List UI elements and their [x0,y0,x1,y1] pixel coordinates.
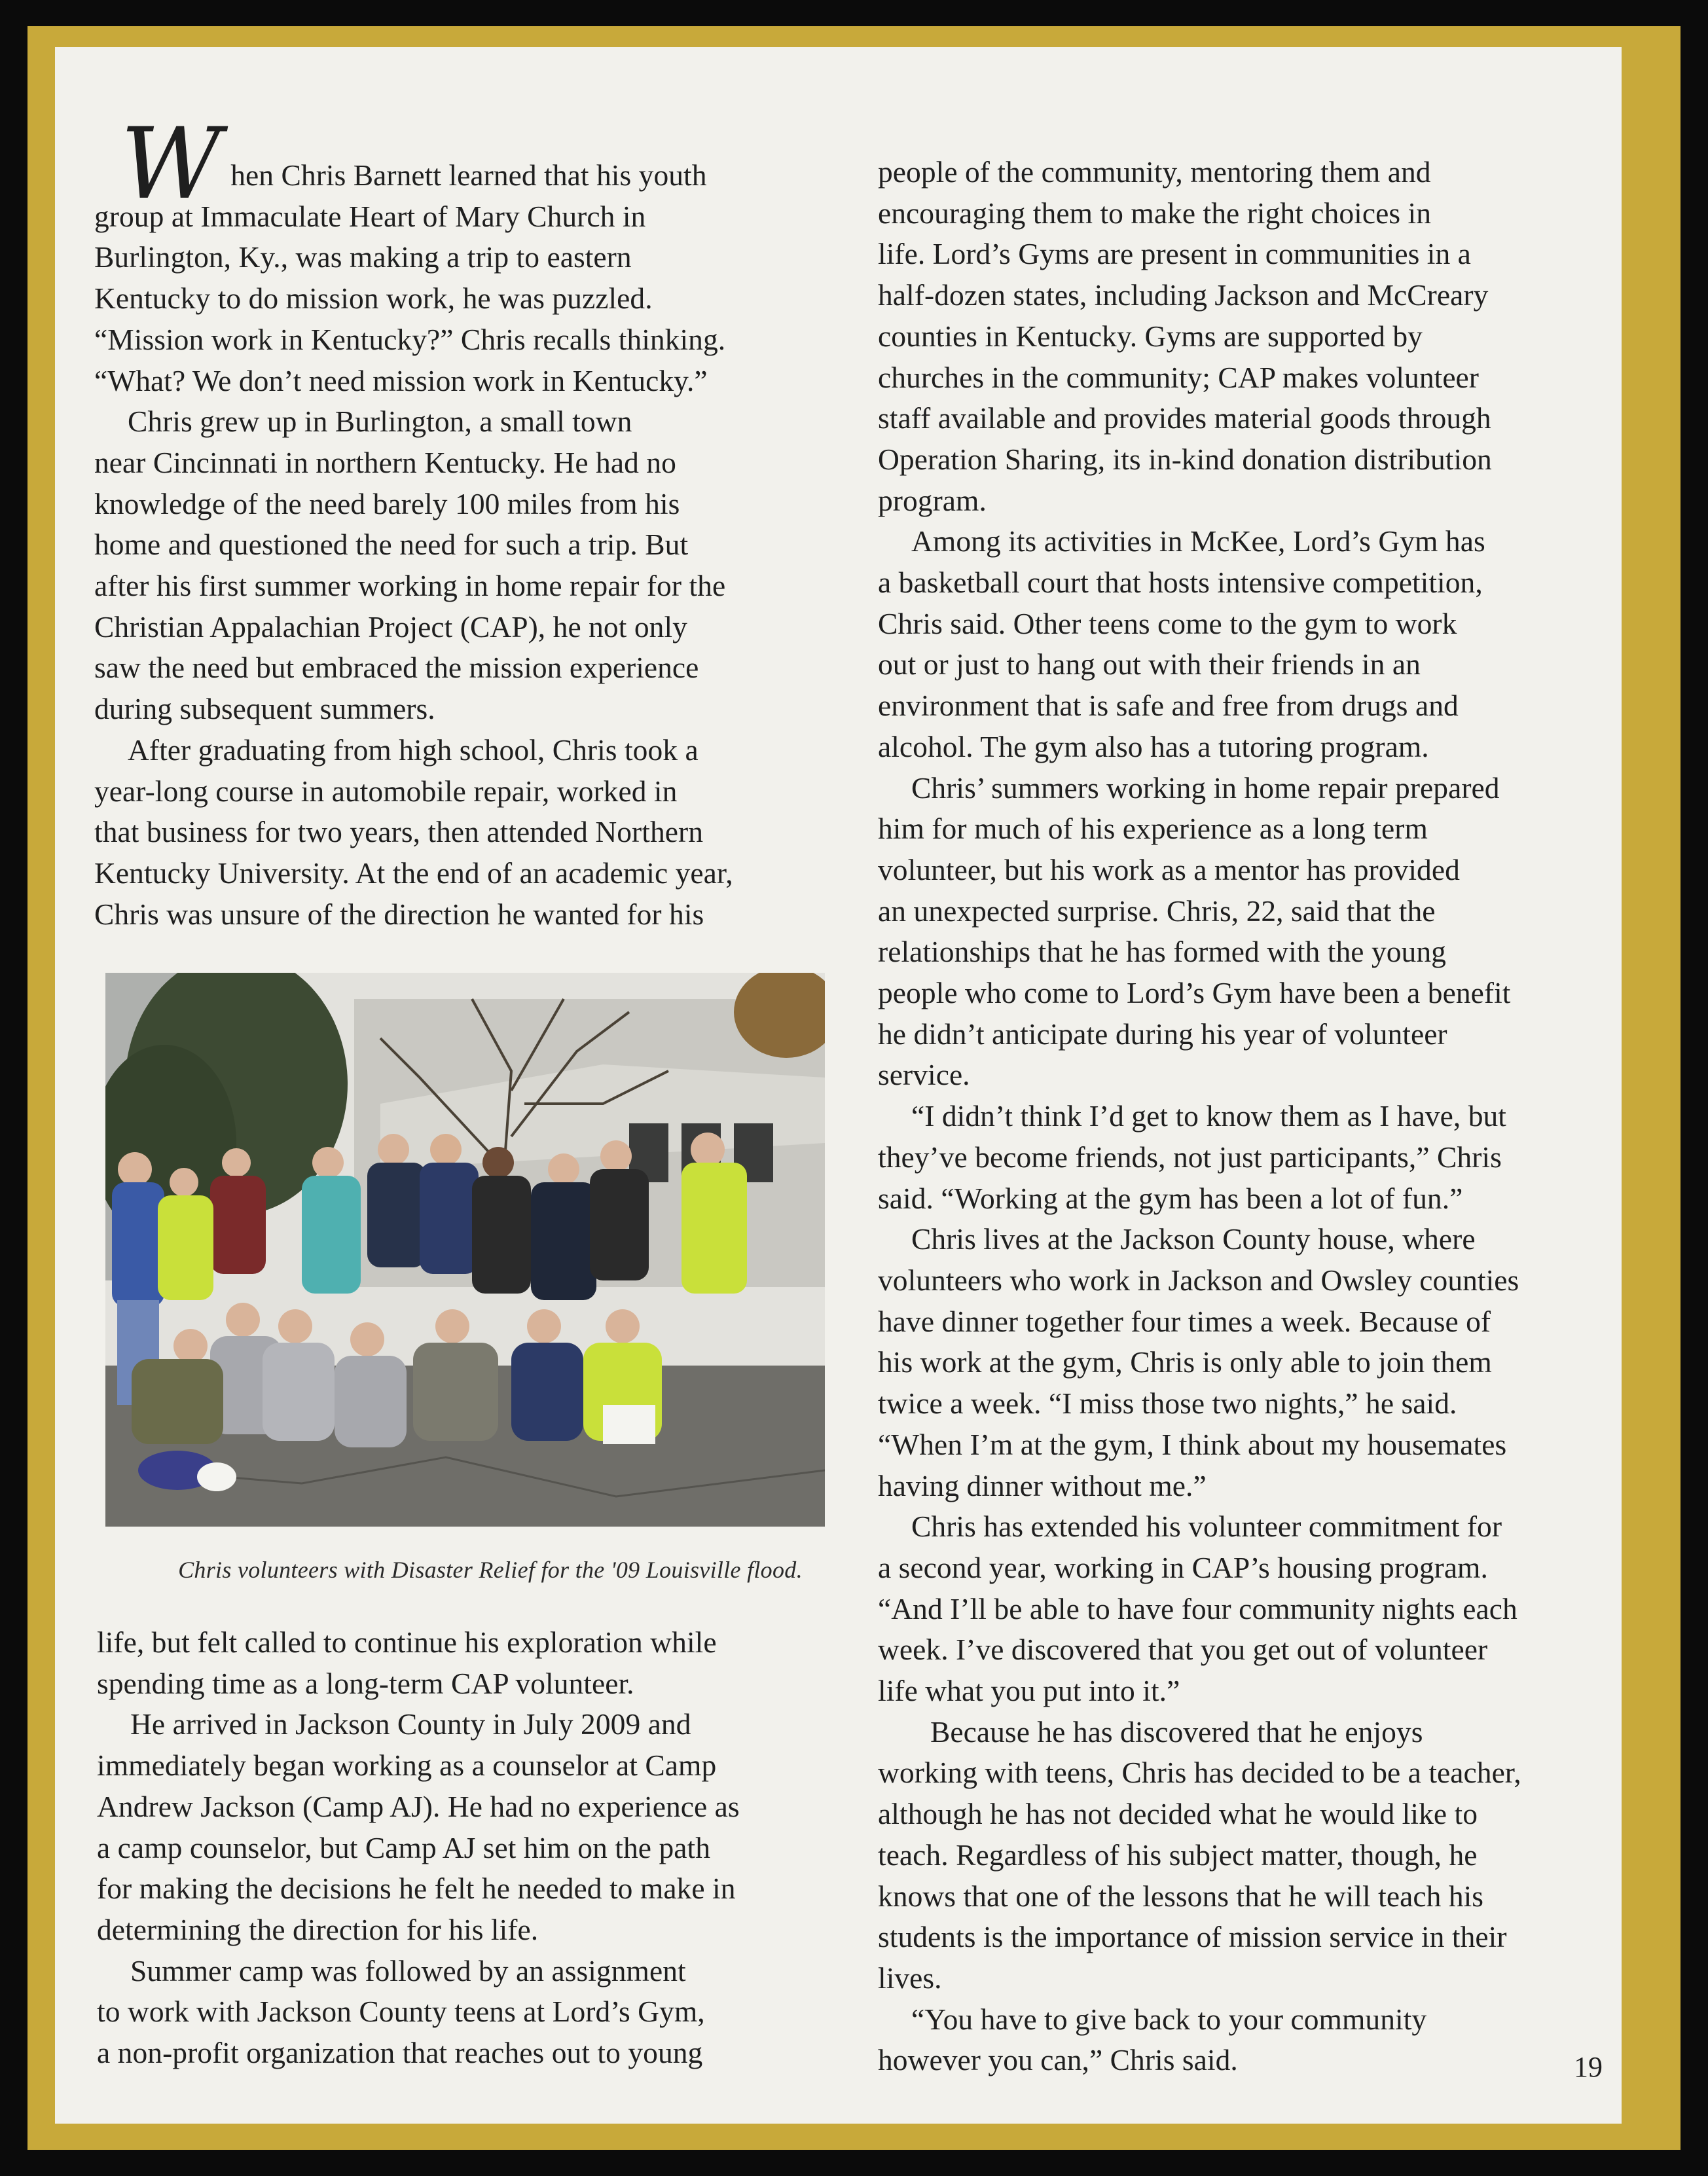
page-number: 19 [1574,2051,1603,2083]
paragraph-14: “You have to give back to your community however you can,” Chris said. [878,2002,1427,2077]
paragraph-8: Among its activities in McKee, Lord’s Gym has a basketball court that hosts intensive competition, Chris said. Other teens come to the gym to work out or just to hang out with their friends in an environment that is safe and free from drugs and alcohol. The gym also has a tutoring program. [878,524,1485,763]
left-column-top [94,107,867,935]
paragraph-1-text: hen Chris Barnett learned that his youth group at Immaculate Heart of Mary Church in Burlington, Ky., was making a trip to eastern Kentucky to do mission work, he was puzzled. “Mission work in Kentucky?” Chris recalls thinking. “What? We don’t need mission work in Kentucky.” [94,158,726,397]
photo-caption: Chris volunteers with Disaster Relief for the '09 Louisville flood. [178,1557,803,1583]
paragraph-11: Chris lives at the Jackson County house, where volunteers who work in Jackson and Owsley counties have dinner together four times a week. Because of his work at the gym, Chris is only able to join them twice a week. “I miss those two nights,” he said. “When I’m at the gym, I think about my housemates having dinner without me.” [878,1222,1519,1502]
paragraph-2: Chris grew up in Burlington, a small town near Cincinnati in northern Kentucky. He had no knowledge of the need barely 100 miles from his home and questioned the need for such a trip. But after his first summer working in home repair for the Christian Appalachian Project (CAP), he not only saw the need but embraced the mission experience during subsequent summers. [94,405,726,726]
group-photo [105,973,825,1527]
drop-cap: W [120,107,222,221]
paragraph-1 [94,107,867,401]
paragraph-12: Chris has extended his volunteer commitment for a second year, working in CAP’s housing program. “And I’ll be able to have four community nights each week. I’ve discovered that you get out of volunteer life what you put into it.” [878,1510,1517,1708]
left-column-bottom [97,1622,869,2074]
volunteers-photo-illustration [105,973,825,1527]
paragraph-3: After graduating from high school, Chris took a year-long course in automobile repair, worked in that business for two years, then attended Northern Kentucky University. At the end of an academic year, Chris was unsure of the direction he wanted for his [94,733,733,931]
magazine-page [55,47,1622,2124]
paragraph-4: life, but felt called to continue his exploration while spending time as a long-term CAP volunteer. [97,1625,717,1700]
paragraph-6: Summer camp was followed by an assignment to work with Jackson County teens at Lord’s Gym, a non-profit organization that reaches out to young [97,1953,705,2070]
right-column [878,152,1663,2081]
paragraph-13: Because he has discovered that he enjoys working with teens, Chris has decided to be a teacher, although he has not decided what he would like to teach. Regardless of his subject matter, though, he knows that one of the lessons that he will teach his students is the importance of mission service in their lives. [878,1714,1521,1995]
paragraph-5: He arrived in Jackson County in July 2009 and immediately began working as a counselor at Camp Andrew Jackson (Camp AJ). He had no experience as a camp counselor, but Camp AJ set him on the path for making the decisions he felt he needed to make in determining the direction for his life. [97,1707,740,1946]
paragraph-7: people of the community, mentoring them and encouraging them to make the right choices in life. Lord’s Gyms are present in communities in a half-dozen states, including Jackson and McCreary counties in Kentucky. Gyms are supported by churches in the community; CAP makes volunteer staff available and provides material goods through Operation Sharing, its in-kind donation distribution program. [878,155,1492,517]
paragraph-9: Chris’ summers working in home repair prepared him for much of his experience as a long term volunteer, but his work as a mentor has provided an unexpected surprise. Chris, 22, said that the relationships that he has formed with the young people who come to Lord’s Gym have been a benefit he didn’t anticipate during his year of volunteer service. [878,771,1511,1092]
paragraph-10: “I didn’t think I’d get to know them as I have, but they’ve become friends, not just participants,” Chris said. “Working at the gym has been a lot of fun.” [878,1099,1506,1215]
